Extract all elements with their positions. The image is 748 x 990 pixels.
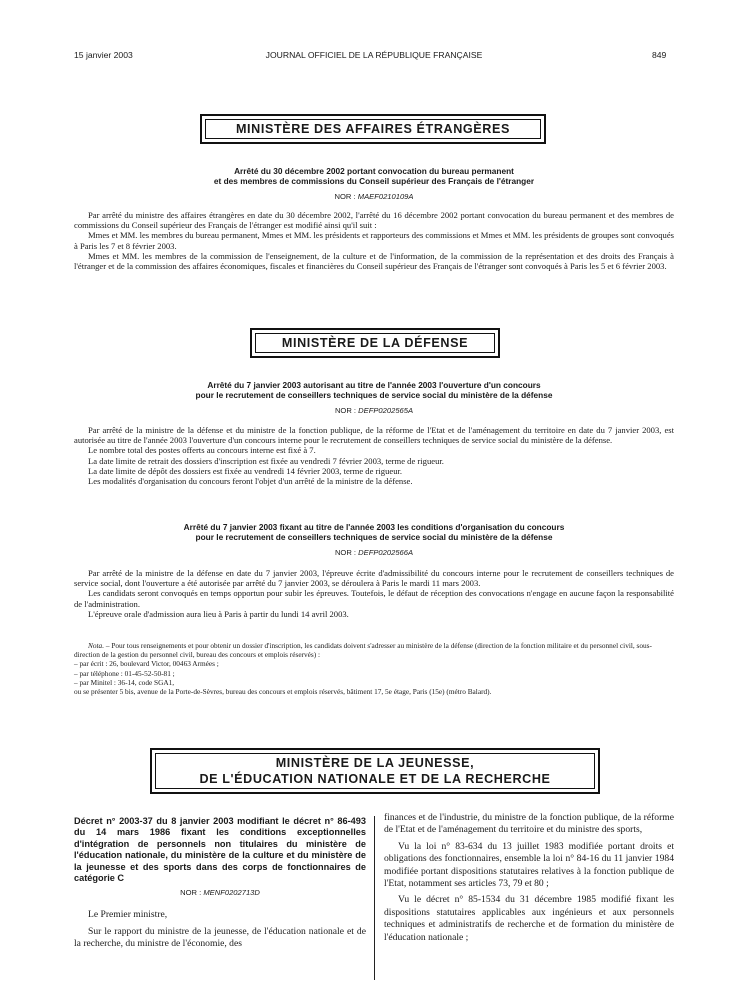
paragraph: Le Premier ministre, [88,909,168,921]
arrete-title [60,380,688,400]
nor-code: MENF0202713D [203,888,260,898]
ministry-name: MINISTÈRE DES AFFAIRES ÉTRANGÈRES [235,122,511,136]
paragraph: Par arrêté de la ministre de la défense en date du 7 janvier 2003, l'épreuve écrite d'admissibilité du concours interne pour le recrutement de conseillers techniques de service social, dont l'ouverture a été autorisée par arrêté du 7 janvier 2003, se déroulera à Paris le mardi 11 mars 2003. [74,568,674,589]
arrete-title-line: et des membres de commissions du Conseil supérieur des Français de l'étranger [213,176,535,186]
arrete-title [60,522,688,542]
arrete-title-line: Arrêté du 7 janvier 2003 autorisant au titre de l'année 2003 l'ouverture d'un concours [207,380,541,390]
paragraph: Les candidats seront convoqués en temps opportun pour subir les épreuves. Toutefois, le défaut de réception des convocations n'engage en aucune façon la responsabilité de l'administration. [74,588,674,609]
header-page-number: 849 [652,50,667,60]
decree-body-left [74,909,366,950]
nor-reference [60,406,688,415]
nor-code: DEFP0202565A [358,406,414,415]
paragraph: La date limite de retrait des dossiers d'inscription est fixée au vendredi 7 février 2003, terme de rigueur. [88,455,444,466]
nor-code: MAEF0210109A [357,192,414,201]
arrete-title-line: pour le recrutement de conseillers techniques de service social du ministère de la défense [195,390,553,400]
paragraph: Vu la loi n° 83-634 du 13 juillet 1983 modifiée portant droits et obligations des fonctionnaires, ensemble la loi n° 84-16 du 11 janvier 1984 modifiée portant dispositions statutaires relatives à la fonction publique de l'Etat, notamment ses articles 73, 79 et 80 ; [384,840,674,890]
nor-reference [60,192,688,201]
ministry-box-jeunesse-education [150,748,600,794]
ministry-name [152,750,598,787]
paragraph: Mmes et MM. les membres du bureau permanent, Mmes et MM. les présidents et rapporteurs des commissions et Mmes et MM. les présidents de groupes sont convoqués à Paris les 7 et 8 février 2003. [74,230,674,251]
nor-label: NOR : [334,192,356,201]
nota-item: – par téléphone : 01-45-52-50-81 ; [74,668,175,678]
right-column [384,812,674,948]
arrete-title [60,166,688,186]
arrete-body [74,210,674,271]
column-divider [374,816,375,980]
arrete-title-line: pour le recrutement de conseillers techniques de service social du ministère de la défense [195,532,553,542]
header-journal-title: JOURNAL OFFICIEL DE LA RÉPUBLIQUE FRANÇAISE [265,50,483,60]
paragraph: L'épreuve orale d'admission aura lieu à Paris à partir du lundi 14 avril 2003. [88,608,349,619]
paragraph: finances et de l'industrie, du ministre de la fonction publique, de la réforme de l'Etat et de l'aménagement du territoire et du ministre des sports, [384,812,674,836]
nota-text: – Pour tous renseignements et pour obtenir un dossier d'inscription, les candidats doivent s'adresser au ministère de la défense (direction de la fonction militaire et du personnel civil, sous-direction de la gestion du personnel civil, bureau des concours et emplois réservés) : [74,641,652,660]
nor-reference [60,548,688,557]
arrete-body [74,425,674,486]
nor-code: DEFP0202566A [358,548,414,557]
ministry-name: MINISTÈRE DE LA DÉFENSE [281,336,469,350]
paragraph: La date limite de dépôt des dossiers est fixée au vendredi 14 février 2003, terme de rigueur. [88,465,403,476]
arrete-title-line: Arrêté du 7 janvier 2003 fixant au titre de l'année 2003 les conditions d'organisation du concours [183,522,565,532]
nor-label: NOR : [334,548,357,557]
paragraph: Par arrêté du ministre des affaires étrangères en date du 30 décembre 2002, l'arrêté du 16 décembre 2002 portant convocation du bureau permanent et des membres de commissions du Conseil supérieur des Français de l'étranger est modifié ainsi qu'il suit : [74,210,674,231]
nor-label: NOR : [180,888,202,898]
header-date: 15 janvier 2003 [74,50,133,60]
nota-item: – par écrit : 26, boulevard Victor, 00463 Armées ; [74,659,219,669]
nota-item: ou se présenter 5 bis, avenue de la Porte-de-Sèvres, bureau des concours et emplois réservés, bâtiment 17, 5e étage, Paris (15e) (métro Balard). [74,687,492,697]
paragraph: Vu le décret n° 85-1534 du 31 décembre 1985 modifié fixant les dispositions statutaires applicables aux ingénieurs et aux personnels techniques et administratifs de recherche et de formation du ministère de l'éducation nationale ; [384,894,674,943]
paragraph: Les modalités d'organisation du concours feront l'objet d'un arrêté de la ministre de la défense. [88,476,413,487]
paragraph: Par arrêté de la ministre de la défense et du ministre de la fonction publique, de la réforme de l'Etat et de l'aménagement du territoire en date du 7 janvier 2003, est autorisée au titre de l'année 2003 l'ouverture d'un concours interne pour le recrutement de conseillers techniques de service social du ministère de la défense. [74,425,674,446]
nota-block [74,641,674,696]
left-column [74,816,366,955]
ministry-name-line: MINISTÈRE DE LA JEUNESSE, [275,756,475,770]
ministry-box-defense [250,328,500,358]
paragraph: Mmes et MM. les membres de la commission de l'enseignement, de la culture et de l'information, de la commission de la représentation et des droits des Français à l'étranger et de la commission des affaires économiques, fiscales et financières du Conseil supérieur des Français de l'étranger sont convoqués à Paris les 5 et 6 février 2003. [74,250,674,272]
ministry-name-line: DE L'ÉDUCATION NATIONALE ET DE LA RECHERCHE [199,772,551,786]
ministry-box-affaires-etrangeres [200,114,546,144]
decree-title: Décret n° 2003-37 du 8 janvier 2003 modifiant le décret n° 86-493 du 14 mars 1986 fixant les conditions exceptionnelles d'intégration de personnels non titulaires du ministère de l'éducation nationale, du ministère de la culture et du ministère de la jeunesse et des sports dans des corps de fonctionnaires de catégorie C [74,816,366,884]
nor-reference [74,888,366,897]
nota-item: – par Minitel : 36-14, code SGA1, [74,677,175,687]
paragraph: Sur le rapport du ministre de la jeunesse, de l'éducation nationale et de la recherche, du ministre de l'économie, des [74,925,366,950]
paragraph: Le nombre total des postes offerts au concours interne est fixé à 7. [88,445,316,456]
nota-label: Nota. [88,641,105,650]
arrete-title-line: Arrêté du 30 décembre 2002 portant convocation du bureau permanent [234,166,514,176]
arrete-body [74,568,674,619]
nor-label: NOR : [334,406,357,415]
